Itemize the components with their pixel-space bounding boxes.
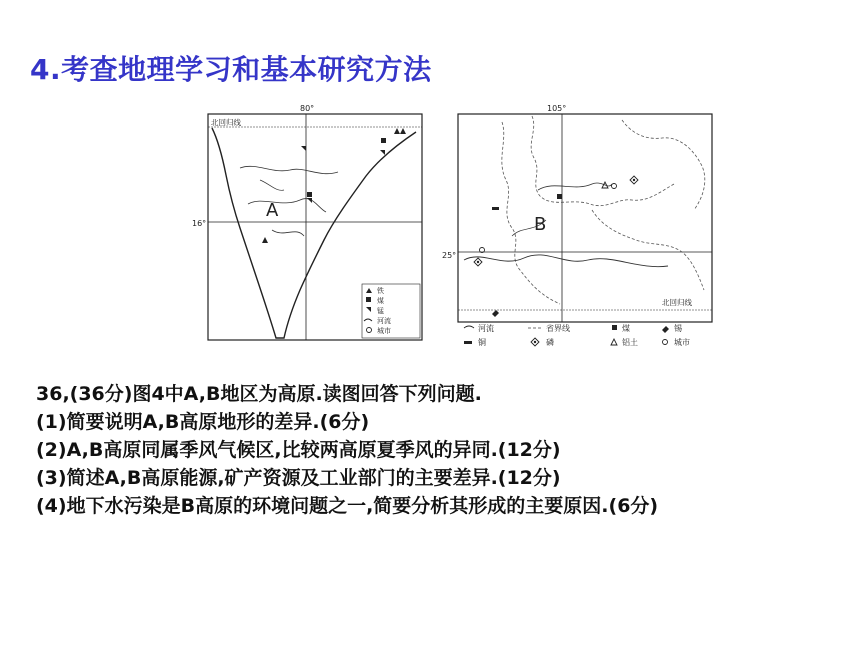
legend-b-phosphorus-dot: [534, 341, 536, 343]
map-b-legend: [464, 323, 690, 347]
legend-b-river-icon: [464, 326, 474, 328]
question-3: (3)简述A,B高原能源,矿产资源及工业部门的主要差异.(12分): [36, 467, 561, 489]
map-a-lon-label: 80°: [300, 104, 315, 113]
map-b-region-label: B: [534, 214, 547, 235]
legend-b-label-1: 省界线: [546, 324, 570, 333]
legend-a-label-0: 铁: [377, 287, 384, 295]
legend-b-label-6: 铝土: [622, 338, 638, 347]
legend-b-label-2: 煤: [622, 324, 630, 333]
legend-b-label-3: 锡: [674, 324, 682, 333]
map-b-frame: [458, 114, 712, 322]
map-a-coal-symbol-1: [381, 138, 386, 143]
legend-b-city-icon: [663, 340, 668, 345]
legend-a-label-4: 城市: [377, 327, 391, 335]
map-b-phosphorus-dot-2: [477, 261, 479, 263]
legend-b-label-4: 铜: [478, 338, 486, 347]
map-b-lat-label: 25°: [442, 251, 457, 260]
map-b: [442, 100, 718, 350]
legend-b-label-7: 城市: [674, 338, 690, 347]
legend-b-label-5: 磷: [546, 338, 554, 347]
map-a-tropic-label: 北回归线: [211, 118, 241, 127]
map-a-region-label: A: [266, 200, 279, 221]
legend-a-label-2: 锰: [377, 307, 384, 315]
map-a-coal-symbol-2: [307, 192, 312, 197]
slide-title: 4.考查地理学习和基本研究方法: [30, 53, 432, 86]
legend-b-coal-icon: [612, 325, 617, 330]
question-2: (2)A,B高原同属季风气候区,比较两高原夏季风的异同.(12分): [36, 439, 561, 461]
map-a-lat-label: 16°: [192, 219, 207, 228]
map-b-tropic-label: 北回归线: [662, 298, 692, 307]
legend-b-label-0: 河流: [478, 324, 494, 333]
map-b-lon-label: 105°: [547, 104, 567, 113]
question-intro: 36,(36分)图4中A,B地区为高原.读图回答下列问题.: [36, 383, 482, 405]
legend-b-copper-icon: [464, 341, 472, 344]
legend-coal-icon: [366, 297, 371, 302]
legend-b-bauxite-icon: [611, 339, 617, 345]
map-b-copper-symbol: [492, 207, 499, 210]
legend-a-label-1: 煤: [377, 297, 384, 305]
map-a: [192, 100, 430, 350]
legend-b-tin-icon: [662, 326, 669, 333]
map-b-phosphorus-dot-1: [633, 179, 635, 181]
question-4: (4)地下水污染是B高原的环境问题之一,简要分析其形成的主要原因.(6分): [36, 495, 659, 517]
map-b-coal-symbol: [557, 194, 562, 199]
question-1: (1)简要说明A,B高原地形的差异.(6分): [36, 411, 370, 433]
legend-a-label-3: 河流: [377, 317, 391, 325]
question-block: [36, 380, 836, 520]
